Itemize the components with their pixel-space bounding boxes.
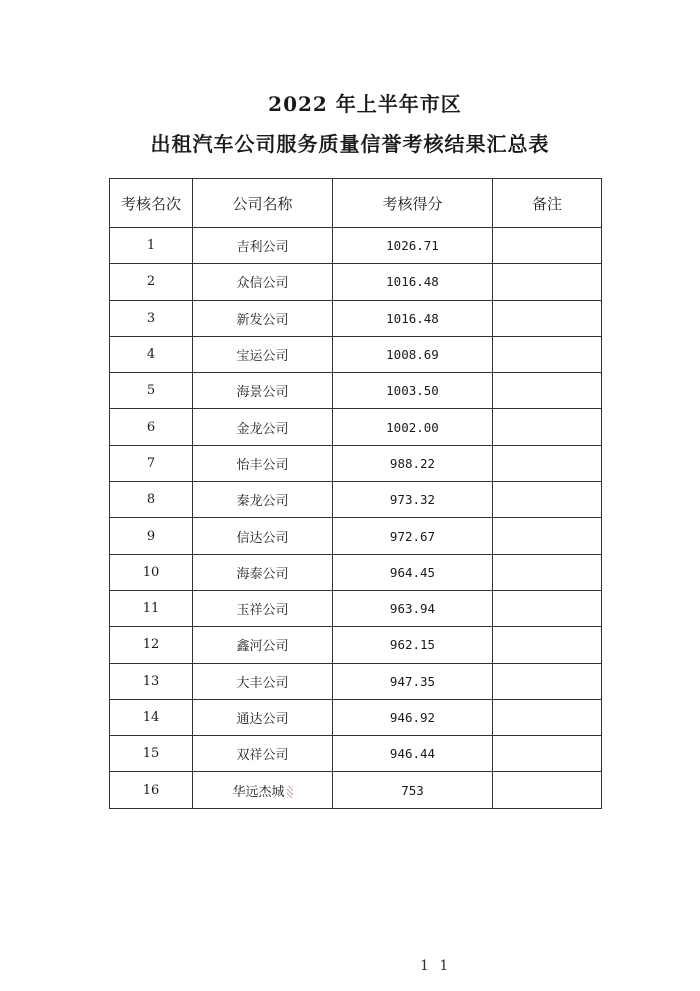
remark-cell xyxy=(493,445,602,481)
header-score: 考核得分 xyxy=(333,179,493,228)
page-number-mark: 1 1 xyxy=(420,958,452,974)
header-company: 公司名称 xyxy=(193,179,333,228)
company-name-cell: 新发公司 xyxy=(193,300,333,336)
table-row xyxy=(110,663,602,699)
document-title-line2: 出租汽车公司服务质量信誉考核结果汇总表 xyxy=(150,132,550,156)
score-cell: 946.92 xyxy=(333,699,493,735)
rank-cell: 6 xyxy=(110,409,193,445)
remark-cell xyxy=(493,409,602,445)
table-row xyxy=(110,264,602,300)
table-row xyxy=(110,409,602,445)
rank-cell: 15 xyxy=(110,736,193,772)
rank-cell: 7 xyxy=(110,445,193,481)
remark-cell xyxy=(493,627,602,663)
score-cell: 972.67 xyxy=(333,518,493,554)
table-row xyxy=(110,336,602,372)
score-cell: 964.45 xyxy=(333,554,493,590)
results-table-header xyxy=(110,179,602,228)
table-row xyxy=(110,736,602,772)
score-cell: 1026.71 xyxy=(333,228,493,264)
remark-cell xyxy=(493,264,602,300)
company-name-cell: 秦龙公司 xyxy=(193,482,333,518)
remark-cell xyxy=(493,736,602,772)
remark-cell xyxy=(493,300,602,336)
header-row xyxy=(110,179,602,228)
rank-cell: 4 xyxy=(110,336,193,372)
rank-cell: 1 xyxy=(110,228,193,264)
results-table-body xyxy=(110,228,602,809)
handwritten-mark-icon xyxy=(287,786,293,798)
table-row xyxy=(110,627,602,663)
table-row xyxy=(110,373,602,409)
score-cell: 1016.48 xyxy=(333,264,493,300)
score-cell: 946.44 xyxy=(333,736,493,772)
rank-cell: 2 xyxy=(110,264,193,300)
table-row xyxy=(110,772,602,808)
remark-cell xyxy=(493,228,602,264)
header-rank: 考核名次 xyxy=(110,179,193,228)
remark-cell xyxy=(493,699,602,735)
company-name-cell: 怡丰公司 xyxy=(193,445,333,481)
document-title-line1: 2022 年上半年市区 xyxy=(268,92,462,116)
results-table xyxy=(109,178,602,809)
table-row xyxy=(110,445,602,481)
company-name-cell: 海泰公司 xyxy=(193,554,333,590)
remark-cell xyxy=(493,772,602,808)
remark-cell xyxy=(493,663,602,699)
rank-cell: 5 xyxy=(110,373,193,409)
score-cell: 963.94 xyxy=(333,590,493,626)
company-name-cell: 鑫河公司 xyxy=(193,627,333,663)
score-cell: 973.32 xyxy=(333,482,493,518)
company-name-cell: 金龙公司 xyxy=(193,409,333,445)
remark-cell xyxy=(493,518,602,554)
table-row xyxy=(110,300,602,336)
rank-cell: 13 xyxy=(110,663,193,699)
remark-cell xyxy=(493,482,602,518)
score-cell: 1003.50 xyxy=(333,373,493,409)
company-name-cell: 信达公司 xyxy=(193,518,333,554)
company-name-cell: 大丰公司 xyxy=(193,663,333,699)
score-cell: 1002.00 xyxy=(333,409,493,445)
company-name-cell: 宝运公司 xyxy=(193,336,333,372)
company-name-cell: 通达公司 xyxy=(193,699,333,735)
table-row xyxy=(110,228,602,264)
score-cell: 1016.48 xyxy=(333,300,493,336)
rank-cell: 3 xyxy=(110,300,193,336)
table-row xyxy=(110,554,602,590)
header-remark: 备注 xyxy=(493,179,602,228)
rank-cell: 12 xyxy=(110,627,193,663)
table-row xyxy=(110,590,602,626)
table-row xyxy=(110,518,602,554)
score-cell: 947.35 xyxy=(333,663,493,699)
rank-cell: 8 xyxy=(110,482,193,518)
rank-cell: 16 xyxy=(110,772,193,808)
company-name-cell: 双祥公司 xyxy=(193,736,333,772)
score-cell: 1008.69 xyxy=(333,336,493,372)
rank-cell: 9 xyxy=(110,518,193,554)
rank-cell: 11 xyxy=(110,590,193,626)
rank-cell: 14 xyxy=(110,699,193,735)
score-cell: 962.15 xyxy=(333,627,493,663)
remark-cell xyxy=(493,590,602,626)
company-name-cell: 华远杰城 xyxy=(193,772,333,808)
company-name-cell: 吉利公司 xyxy=(193,228,333,264)
remark-cell xyxy=(493,336,602,372)
company-name-cell: 海景公司 xyxy=(193,373,333,409)
remark-cell xyxy=(493,554,602,590)
score-cell: 753 xyxy=(333,772,493,808)
score-cell: 988.22 xyxy=(333,445,493,481)
company-name-cell: 众信公司 xyxy=(193,264,333,300)
table-row xyxy=(110,699,602,735)
company-name-cell: 玉祥公司 xyxy=(193,590,333,626)
rank-cell: 10 xyxy=(110,554,193,590)
table-row xyxy=(110,482,602,518)
remark-cell xyxy=(493,373,602,409)
